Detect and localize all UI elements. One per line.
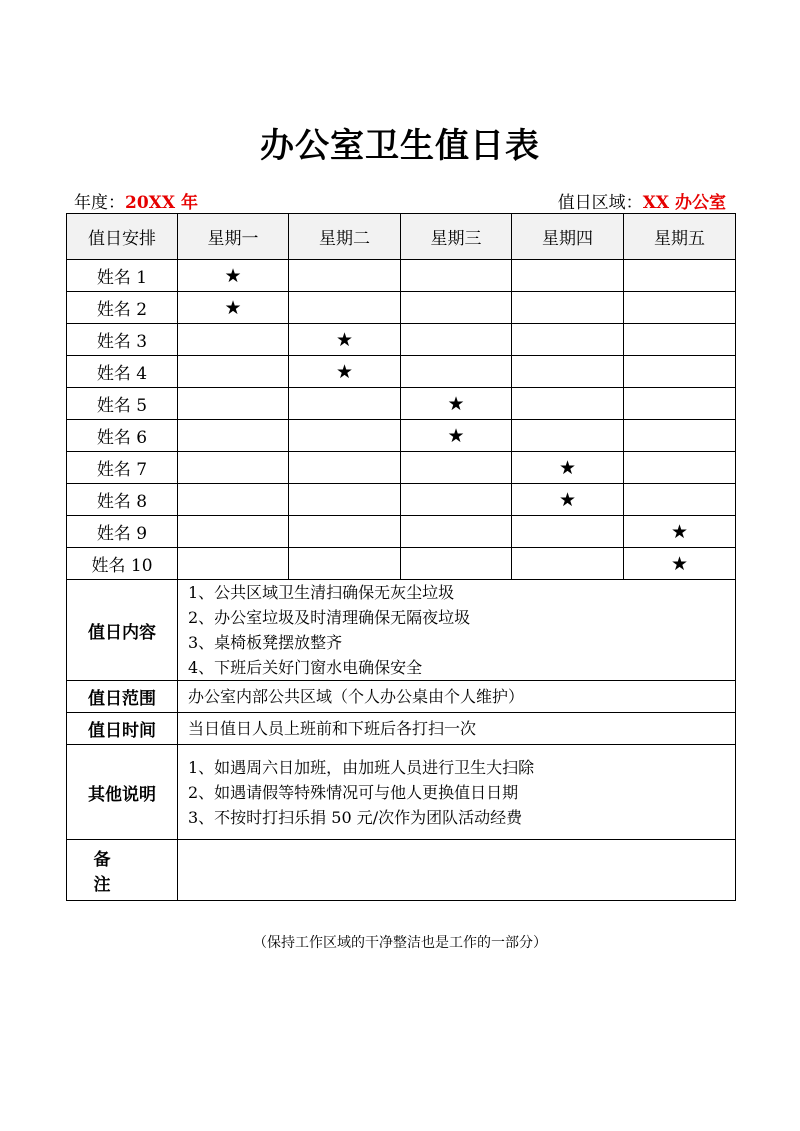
empty-cell [512,388,624,420]
note-label: 备注 [67,840,178,901]
person-name: 姓名 8 [67,484,178,516]
empty-cell [512,356,624,388]
empty-cell [289,420,401,452]
day-header-wed: 星期三 [401,214,512,260]
person-name: 姓名 5 [67,388,178,420]
meta-row [66,188,734,212]
content-label: 值日内容 [67,580,178,681]
empty-cell [512,420,624,452]
day-header-mon: 星期一 [178,214,289,260]
person-name: 姓名 9 [67,516,178,548]
person-name: 姓名 1 [67,260,178,292]
empty-cell [624,484,736,516]
empty-cell [624,324,736,356]
empty-cell [624,388,736,420]
other-lines [178,745,736,840]
empty-cell [178,356,289,388]
duty-star-icon: ★ [401,420,512,452]
empty-cell [401,324,512,356]
footer-note: （保持工作区域的干净整洁也是工作的一部分） [253,935,547,951]
empty-cell [624,356,736,388]
content-line: 4、下班后关好门窗水电确保安全 [188,658,423,677]
duty-star-icon: ★ [512,484,624,516]
content-row [67,580,736,681]
duty-star-icon: ★ [401,388,512,420]
range-label: 值日范围 [67,681,178,713]
time-label: 值日时间 [67,713,178,745]
empty-cell [624,452,736,484]
area-value: XX 办公室 [642,193,726,213]
content-lines [178,580,736,681]
empty-cell [401,452,512,484]
duty-star-icon: ★ [624,548,736,580]
table-row [67,324,736,356]
table-row [67,260,736,292]
duty-star-icon: ★ [289,324,401,356]
page-title: 办公室卫生值日表 [260,126,540,166]
table-row [67,452,736,484]
duty-table [66,213,736,901]
empty-cell [289,292,401,324]
table-row [67,292,736,324]
other-line: 3、不按时打扫乐捐 50 元/次作为团队活动经费 [188,807,523,827]
note-text [178,840,736,901]
time-text: 当日值日人员上班前和下班后各打扫一次 [178,713,736,745]
empty-cell [512,260,624,292]
time-row [67,713,736,745]
empty-cell [401,484,512,516]
other-line: 1、如遇周六日加班，由加班人员进行卫生大扫除 [188,757,535,777]
empty-cell [289,388,401,420]
table-row [67,516,736,548]
note-row [67,840,736,901]
empty-cell [512,324,624,356]
person-name: 姓名 6 [67,420,178,452]
empty-cell [624,260,736,292]
area-field [558,188,726,213]
empty-cell [512,292,624,324]
duty-star-icon: ★ [289,356,401,388]
table-row [67,420,736,452]
empty-cell [624,420,736,452]
duty-star-icon: ★ [512,452,624,484]
empty-cell [178,548,289,580]
range-row [67,681,736,713]
empty-cell [401,516,512,548]
year-value: 20XX 年 [125,193,198,213]
empty-cell [512,516,624,548]
empty-cell [289,548,401,580]
empty-cell [178,420,289,452]
person-name: 姓名 4 [67,356,178,388]
empty-cell [178,516,289,548]
other-row [67,745,736,840]
empty-cell [289,484,401,516]
day-header-fri: 星期五 [624,214,736,260]
other-line: 2、如遇请假等特殊情况可与他人更换值日日期 [188,782,519,802]
table-row [67,356,736,388]
empty-cell [401,548,512,580]
table-row [67,548,736,580]
empty-cell [624,292,736,324]
content-line: 3、桌椅板凳摆放整齐 [188,633,343,652]
person-name: 姓名 10 [67,548,178,580]
duty-star-icon: ★ [178,292,289,324]
empty-cell [178,452,289,484]
empty-cell [178,484,289,516]
content-line: 1、公共区域卫生清扫确保无灰尘垃圾 [188,583,455,602]
person-name: 姓名 3 [67,324,178,356]
person-name: 姓名 7 [67,452,178,484]
empty-cell [178,388,289,420]
empty-cell [512,548,624,580]
year-field [74,188,198,213]
empty-cell [289,452,401,484]
empty-cell [401,356,512,388]
area-label: 值日区域： [557,193,643,213]
duty-star-icon: ★ [624,516,736,548]
empty-cell [289,516,401,548]
person-name: 姓名 2 [67,292,178,324]
content-line: 2、办公室垃圾及时清理确保无隔夜垃圾 [188,608,471,627]
table-row [67,388,736,420]
empty-cell [178,324,289,356]
empty-cell [401,260,512,292]
table-header-row [67,214,736,260]
corner-header: 值日安排 [67,214,178,260]
year-label: 年度： [74,193,125,213]
table-row [67,484,736,516]
range-text: 办公室内部公共区域（个人办公桌由个人维护） [178,681,736,713]
day-header-thu: 星期四 [512,214,624,260]
day-header-tue: 星期二 [289,214,401,260]
empty-cell [289,260,401,292]
other-label: 其他说明 [67,745,178,840]
empty-cell [401,292,512,324]
duty-star-icon: ★ [178,260,289,292]
